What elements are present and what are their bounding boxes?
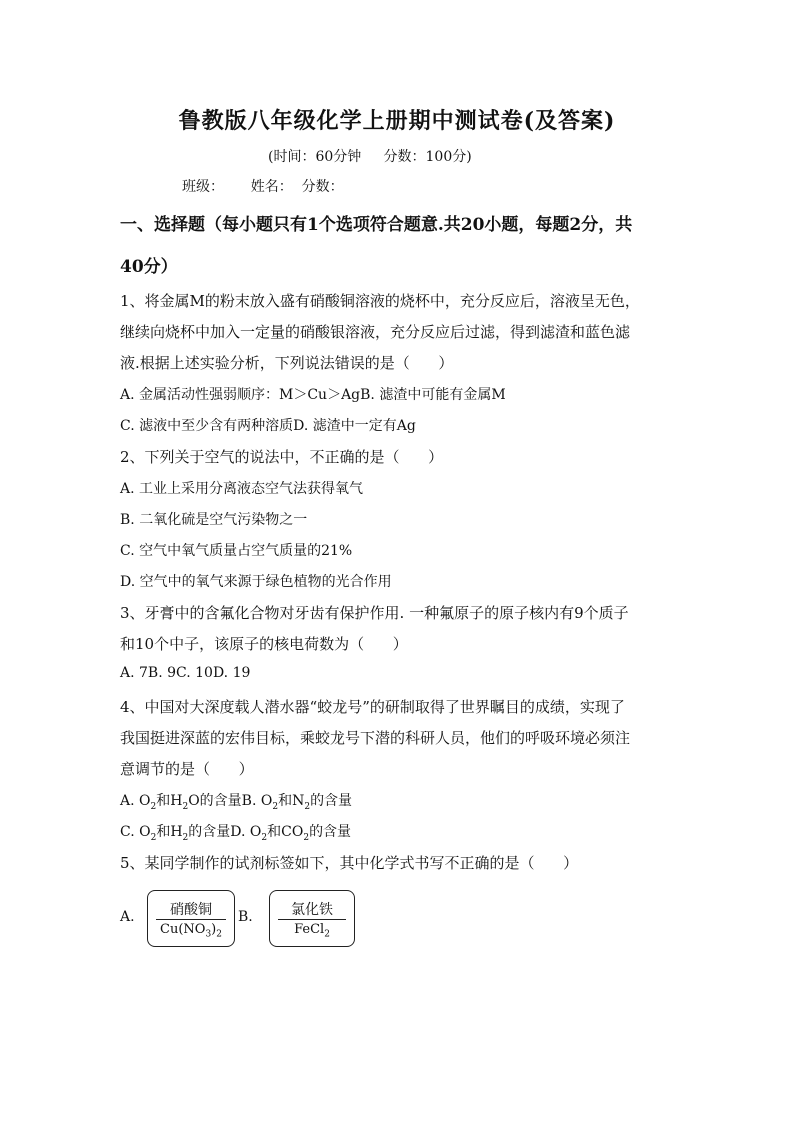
exam-time-score: (时间：60分钟 分数：100分) bbox=[268, 149, 472, 165]
question-3-line2: 和10个中子，该原子的核电荷数为（ ） bbox=[120, 635, 408, 653]
question-2-line1: 2、下列关于空气的说法中，不正确的是（ ） bbox=[120, 448, 444, 466]
question-4-options-cd bbox=[120, 821, 351, 843]
formula-sub: 2 bbox=[324, 929, 330, 940]
q4-opt-c-text: 的含量 bbox=[309, 824, 352, 840]
q4-opt-a-text: 的含量 bbox=[310, 793, 353, 809]
q4-sub: 2 bbox=[150, 832, 157, 843]
question-1-line2: 继续向烧杯中加入一定量的硝酸银溶液，充分反应后过滤，得到滤渣和蓝色滤 bbox=[120, 323, 631, 341]
question-4-options-ab bbox=[120, 790, 352, 812]
q4-sub: 2 bbox=[150, 801, 157, 812]
formula-text: Cu(NO bbox=[160, 922, 206, 937]
formula-text: ) bbox=[211, 922, 217, 937]
q4-opt-a-text: 和N bbox=[278, 793, 305, 809]
formula-sub: 3 bbox=[205, 929, 212, 940]
question-5-line1: 5、某同学制作的试剂标签如下，其中化学式书写不正确的是（ ） bbox=[120, 854, 579, 872]
q4-opt-c-text: 和H bbox=[156, 824, 183, 840]
reagent-label-a bbox=[147, 890, 235, 947]
reagent-label-b-formula bbox=[270, 922, 354, 940]
q4-sub: 2 bbox=[304, 801, 311, 812]
q4-opt-c-text: 和CO bbox=[267, 824, 304, 840]
question-4-line3: 意调节的是（ ） bbox=[120, 760, 254, 778]
question-2-option-a: A. 工业上采用分离液态空气法获得氧气 bbox=[120, 481, 364, 497]
q4-sub: 2 bbox=[272, 801, 279, 812]
question-1-line3: 液.根据上述实验分析，下列说法错误的是（ ） bbox=[120, 354, 454, 372]
formula-sub: 2 bbox=[216, 929, 222, 940]
q4-sub: 2 bbox=[303, 832, 310, 843]
question-1-options-ab: A. 金属活动性强弱顺序：M＞Cu＞AgB. 滤渣中可能有金属M bbox=[120, 387, 506, 403]
question-2-option-d: D. 空气中的氧气来源于绿色植物的光合作用 bbox=[120, 574, 392, 590]
reagent-label-a-name: 硝酸铜 bbox=[170, 902, 212, 918]
q4-sub: 2 bbox=[182, 832, 189, 843]
question-1-line1: 1、将金属M的粉末放入盛有硝酸铜溶液的烧杯中，充分反应后，溶液呈无色， bbox=[120, 292, 640, 310]
question-5-option-a-letter: A. bbox=[120, 909, 135, 925]
student-info-line: 班级： 姓名： 分数： bbox=[182, 179, 344, 195]
reagent-label-b-divider bbox=[278, 919, 346, 920]
reagent-label-a-formula bbox=[148, 922, 234, 940]
reagent-label-b bbox=[269, 890, 355, 947]
q4-opt-a-text: A. O bbox=[120, 793, 151, 809]
q4-opt-c-text: C. O bbox=[120, 824, 151, 840]
formula-text: FeCl bbox=[294, 922, 325, 937]
q4-sub: 2 bbox=[261, 832, 268, 843]
q4-opt-c-text: 的含量D. O bbox=[188, 824, 262, 840]
question-3-options: A. 7B. 9C. 10D. 19 bbox=[120, 665, 251, 681]
reagent-label-a-divider bbox=[156, 919, 226, 920]
section-heading-line1: 一、选择题（每小题只有1个选项符合题意.共20小题，每题2分，共 bbox=[120, 215, 633, 235]
question-2-option-c: C. 空气中氧气质量占空气质量的21% bbox=[120, 543, 353, 559]
section-heading-line2: 40分） bbox=[120, 257, 178, 277]
question-4-line1: 4、中国对大深度载人潜水器“蛟龙号”的研制取得了世界瞩目的成绩，实现了 bbox=[120, 698, 625, 716]
reagent-label-b-name: 氯化铁 bbox=[291, 902, 333, 918]
question-2-option-b: B. 二氧化硫是空气污染物之一 bbox=[120, 512, 308, 528]
q4-sub: 2 bbox=[182, 801, 189, 812]
question-4-line2: 我国挺进深蓝的宏伟目标，乘蛟龙号下潜的科研人员，他们的呼吸环境必须注 bbox=[120, 729, 631, 747]
question-1-options-cd: C. 滤液中至少含有两种溶质D. 滤渣中一定有Ag bbox=[120, 418, 416, 434]
question-3-line1: 3、牙膏中的含氟化合物对牙齿有保护作用. 一种氟原子的原子核内有9个质子 bbox=[120, 604, 629, 622]
q4-opt-a-text: 和H bbox=[156, 793, 183, 809]
page-title: 鲁教版八年级化学上册期中测试卷(及答案) bbox=[178, 108, 616, 134]
q4-opt-a-text: O的含量B. O bbox=[188, 793, 273, 809]
question-5-option-b-letter: B. bbox=[238, 909, 253, 925]
